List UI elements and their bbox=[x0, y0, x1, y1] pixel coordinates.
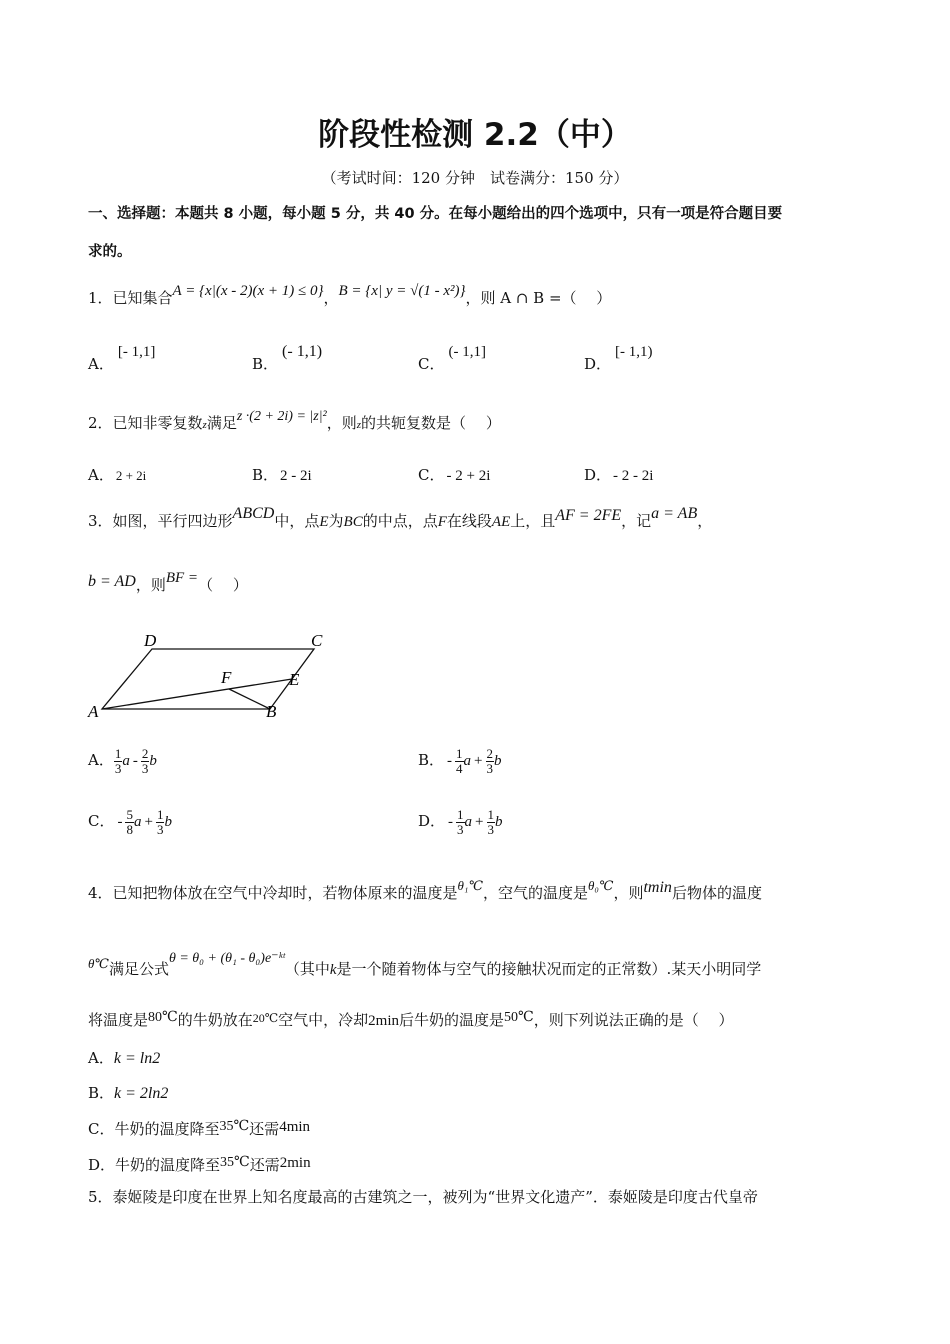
q4-20: 20℃ bbox=[252, 1011, 279, 1025]
q2-option-c[interactable] bbox=[418, 464, 490, 485]
option-value: - 2 - 2i bbox=[613, 468, 654, 484]
option-label: C． bbox=[88, 812, 115, 831]
option-value: (- 1,1) bbox=[282, 343, 323, 360]
frac-1 bbox=[125, 808, 134, 836]
option-text: 牛奶的温度降至 bbox=[115, 1156, 221, 1174]
q3-option-d[interactable] bbox=[418, 808, 503, 836]
q3-af: AF = 2FE bbox=[555, 507, 622, 524]
option-label: D． bbox=[418, 812, 446, 831]
option-value: 2 - 2i bbox=[280, 468, 312, 484]
q3-a-def: a = AB bbox=[651, 505, 698, 522]
q4-t4: 满足公式 bbox=[108, 960, 169, 978]
q1-set-b: B = {x| y = √(1 - x²)} bbox=[338, 283, 466, 299]
vector-a: a bbox=[464, 814, 473, 831]
operator: + bbox=[474, 753, 483, 770]
option-label: C． bbox=[418, 355, 445, 373]
option-math: k = 2ln2 bbox=[114, 1085, 169, 1102]
option-label: B． bbox=[88, 1084, 115, 1102]
q3-b-def: b = AD bbox=[88, 573, 136, 590]
question-4 bbox=[88, 878, 762, 902]
denominator: 8 bbox=[126, 821, 133, 837]
q1-lead: 1．已知集合 bbox=[88, 289, 173, 307]
q4-tmin: tmin bbox=[643, 879, 672, 896]
q4-l3e: ，则下列说法正确的是（ ） bbox=[533, 1011, 734, 1029]
q4-t5: （其中 bbox=[284, 960, 330, 978]
vector-b: b bbox=[149, 753, 157, 770]
segment-bf bbox=[229, 689, 270, 709]
operator: - bbox=[132, 753, 138, 770]
frac-1 bbox=[455, 747, 464, 775]
q1-tail: ，则 A ∩ B =（ ） bbox=[465, 289, 612, 307]
q4-2min: 2min bbox=[368, 1013, 399, 1029]
q4-50: 50℃ bbox=[504, 1010, 534, 1025]
frac-2 bbox=[486, 747, 495, 775]
q1-option-d[interactable] bbox=[584, 340, 653, 373]
question-3-cont bbox=[88, 570, 248, 594]
denominator: 4 bbox=[456, 760, 463, 776]
q3-lead: 3．如图，平行四边形 bbox=[88, 512, 233, 530]
q3-option-b[interactable] bbox=[418, 747, 502, 775]
q3-t4: 在线段 bbox=[446, 512, 492, 530]
q3-t5: 上，且 bbox=[510, 512, 556, 530]
q2-z: z bbox=[202, 419, 207, 431]
q4-lead: 4．已知把物体放在空气中冷却时，若物体原来的温度是 bbox=[88, 884, 458, 902]
numerator: 1 bbox=[487, 807, 494, 822]
vector-b: b bbox=[494, 753, 502, 770]
option-value: (- 1,1] bbox=[448, 344, 486, 360]
option-after: 还需 bbox=[249, 1120, 280, 1138]
q4-formula: θ = θ₀ + (θ₁ - θ₀)e⁻ᵏᵗ bbox=[168, 951, 285, 966]
q4-l3b: 的牛奶放在 bbox=[177, 1011, 253, 1029]
option-sign: - bbox=[447, 753, 453, 770]
q3-t3: 的中点，点 bbox=[362, 512, 438, 530]
option-label: B． bbox=[418, 751, 445, 770]
vector-b: b bbox=[164, 814, 172, 831]
q3-bc: BC bbox=[343, 514, 363, 530]
label-f: F bbox=[221, 668, 232, 687]
option-text: 牛奶的温度降至 bbox=[114, 1120, 220, 1138]
exam-info: （考试时间：120 分钟 试卷满分：150 分） bbox=[321, 169, 629, 187]
q1-option-c[interactable] bbox=[418, 340, 486, 373]
question-4-line3 bbox=[88, 1010, 734, 1029]
denominator: 3 bbox=[486, 760, 493, 776]
question-4-line2 bbox=[88, 951, 762, 978]
denominator: 3 bbox=[156, 821, 164, 837]
q1-option-b[interactable] bbox=[252, 340, 323, 373]
option-math: 35℃ bbox=[219, 1119, 250, 1134]
q3-t6: ，记 bbox=[621, 512, 652, 530]
q4-t1: ，空气的温度是 bbox=[483, 884, 589, 902]
frac-1 bbox=[456, 808, 465, 836]
q4-t3: 后物体的温度 bbox=[671, 884, 762, 902]
question-3 bbox=[88, 505, 713, 530]
option-after: 还需 bbox=[249, 1156, 280, 1174]
question-1 bbox=[88, 283, 612, 307]
q4-option-a[interactable] bbox=[88, 1047, 160, 1068]
option-sign: - bbox=[448, 814, 454, 831]
q1-set-a: A = {x|(x - 2)(x + 1) ≤ 0} bbox=[172, 283, 324, 299]
denominator: 3 bbox=[487, 821, 494, 837]
label-d: D bbox=[144, 631, 157, 650]
q4-option-c[interactable] bbox=[88, 1118, 310, 1139]
q3-t1: 中，点 bbox=[274, 512, 320, 530]
q2-option-a[interactable] bbox=[88, 464, 146, 485]
q2-option-b[interactable] bbox=[252, 464, 312, 485]
option-value: - 2 + 2i bbox=[446, 468, 491, 484]
q3-t9: （ ） bbox=[198, 576, 248, 594]
q2-option-d[interactable] bbox=[584, 464, 653, 485]
q4-k: k bbox=[329, 962, 337, 978]
q1-comma: ， bbox=[323, 289, 339, 307]
option-value: [- 1,1] bbox=[117, 344, 156, 360]
vector-a: a bbox=[122, 753, 130, 770]
q4-t2: ，则 bbox=[613, 884, 644, 902]
section-heading-cont: 求的。 bbox=[88, 244, 132, 260]
denominator: 3 bbox=[457, 821, 464, 837]
operator: + bbox=[475, 814, 484, 831]
numerator: 1 bbox=[156, 807, 164, 822]
operator: + bbox=[144, 814, 153, 831]
option-label: A． bbox=[88, 355, 114, 373]
option-label: D． bbox=[584, 355, 612, 373]
numerator: 1 bbox=[114, 746, 122, 761]
option-label: A． bbox=[88, 1049, 114, 1067]
option-sign: - bbox=[117, 814, 123, 831]
q4-l3a: 将温度是 bbox=[88, 1011, 149, 1029]
q2-tail-a: ，则 bbox=[326, 414, 357, 432]
option-value: 2 + 2i bbox=[115, 468, 147, 483]
q4-theta: θ℃ bbox=[88, 956, 109, 971]
option-extra: 2min bbox=[279, 1155, 311, 1171]
option-label: C． bbox=[88, 1120, 115, 1138]
q4-theta1: θ₁℃ bbox=[457, 878, 483, 893]
option-label: A． bbox=[88, 466, 114, 484]
vector-b: b bbox=[495, 814, 503, 831]
parallelogram-figure bbox=[80, 625, 340, 725]
denominator: 3 bbox=[141, 760, 149, 776]
q2-equation: z ·(2 + 2i) = |z|² bbox=[236, 409, 327, 424]
frac-2 bbox=[487, 808, 496, 836]
q3-option-a[interactable] bbox=[88, 747, 157, 775]
option-math: 35℃ bbox=[220, 1155, 250, 1170]
numerator: 1 bbox=[457, 807, 464, 822]
q3-t2: 为 bbox=[328, 512, 344, 530]
q2-lead: 2．已知非零复数 bbox=[88, 414, 203, 432]
q2-mid: 满足 bbox=[206, 414, 237, 432]
q4-t6: 是一个随着物体与空气的接触状况而定的正常数）.某天小明同学 bbox=[336, 960, 762, 978]
q3-f: F bbox=[437, 514, 447, 530]
question-2 bbox=[88, 409, 501, 432]
vector-a: a bbox=[463, 753, 472, 770]
q3-option-c[interactable] bbox=[88, 808, 172, 836]
q4-80: 80℃ bbox=[148, 1010, 178, 1025]
q3-t7: ， bbox=[697, 512, 713, 530]
q3-t8: ，则 bbox=[135, 576, 166, 594]
q3-abcd: ABCD bbox=[232, 505, 275, 522]
option-math: k = ln2 bbox=[113, 1050, 161, 1067]
q4-l3c: 空气中，冷却 bbox=[278, 1011, 369, 1029]
label-e: E bbox=[289, 670, 300, 689]
q1-option-a[interactable] bbox=[88, 340, 156, 373]
numerator: 2 bbox=[486, 746, 493, 761]
q4-l3d: 后牛奶的温度是 bbox=[399, 1011, 505, 1029]
denominator: 3 bbox=[114, 760, 122, 776]
parallelogram-abcd bbox=[102, 649, 314, 709]
option-label: C． bbox=[418, 466, 445, 484]
q4-option-d[interactable] bbox=[88, 1154, 311, 1175]
segment-ae bbox=[102, 679, 292, 709]
option-label: D． bbox=[88, 1156, 116, 1174]
q4-option-b[interactable] bbox=[88, 1082, 168, 1103]
q2-z2: z bbox=[356, 419, 362, 431]
q4-theta0: θ₀℃ bbox=[588, 878, 614, 893]
option-label: D． bbox=[584, 466, 612, 484]
numerator: 5 bbox=[126, 807, 133, 822]
option-extra: 4min bbox=[279, 1119, 311, 1135]
option-value: [- 1,1) bbox=[615, 344, 653, 360]
option-label: B． bbox=[252, 355, 279, 373]
section-heading: 一、选择题：本题共 8 小题，每小题 5 分，共 40 分。在每小题给出的四个选项中，只有一项是符合题目要 bbox=[88, 206, 783, 222]
numerator: 2 bbox=[141, 746, 149, 761]
question-5: 5．泰姬陵是印度在世界上知名度最高的古建筑之一，被列为“世界文化遗产”．泰姬陵是印度古代皇帝 bbox=[88, 1188, 758, 1206]
vector-a: a bbox=[133, 814, 142, 831]
q3-ae: AE bbox=[491, 514, 511, 530]
q3-bf: BF = bbox=[165, 570, 199, 586]
label-a: A bbox=[88, 702, 99, 721]
q3-e: E bbox=[319, 514, 329, 530]
option-label: B． bbox=[252, 466, 279, 484]
q2-tail-b: 的共轭复数是（ ） bbox=[361, 414, 501, 432]
label-b: B bbox=[266, 702, 277, 721]
numerator: 1 bbox=[456, 746, 463, 761]
label-c: C bbox=[311, 631, 323, 650]
page-title: 阶段性检测 2.2（中） bbox=[318, 117, 632, 153]
option-label: A． bbox=[88, 751, 114, 770]
